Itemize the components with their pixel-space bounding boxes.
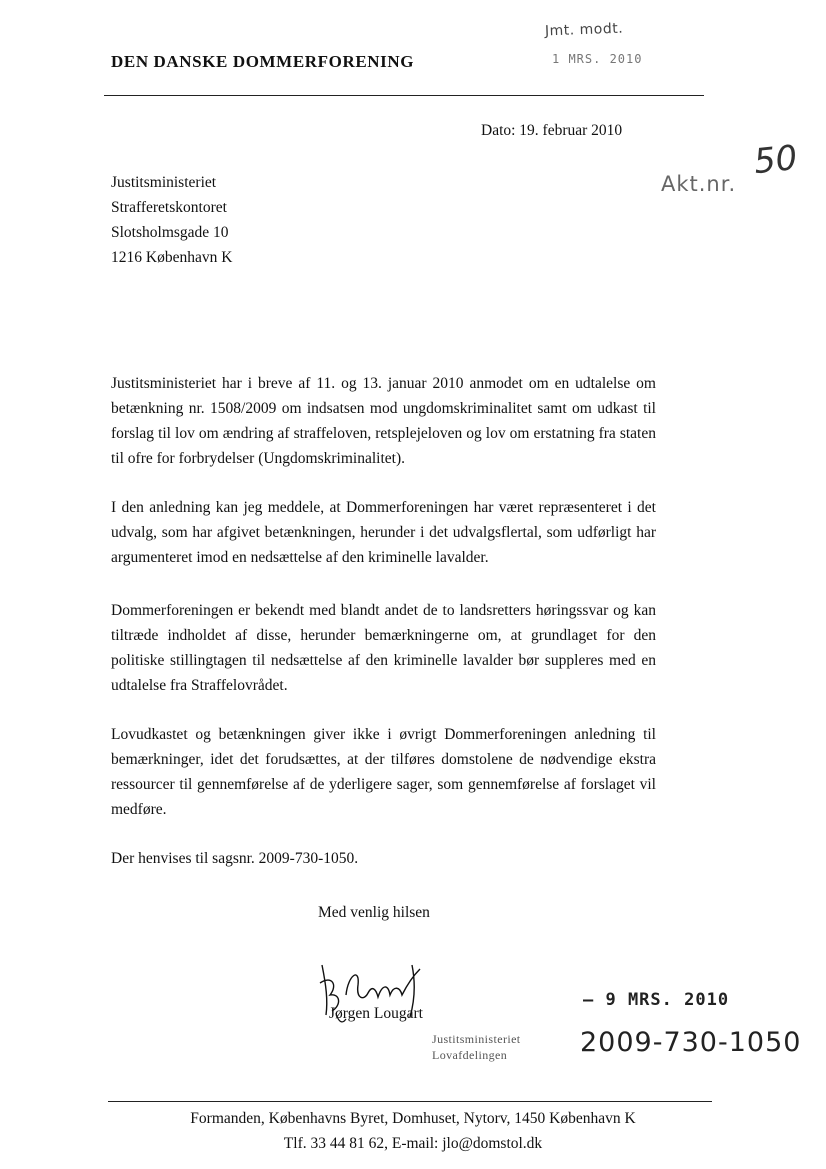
body-paragraph: Lovudkastet og betænkningen giver ikke i øvrigt Dommerforeningen anledning til bemærkninger, idet det forudsættes, at der tilføres domstolene de nødvendige ekstra ressourcer til gennemførelse af de yderligere sager, som gennemførelse af forslaget vil medføre. bbox=[111, 726, 656, 818]
body-paragraph: Justitsministeriet har i breve af 11. og 13. januar 2010 anmodet om en udtalelse om betænkning nr. 1508/2009 om indsatsen mod ungdomskriminalitet samt om udkast til forslag til lov om ændring af straffeloven, retsplejeloven og lov om erstatning fra staten til ofre for forbrydelser (Ungdomskriminalitet). bbox=[111, 375, 656, 467]
akt-label: Akt.nr. bbox=[661, 172, 737, 196]
case-number-stamp: 2009-730-1050 bbox=[580, 1027, 802, 1058]
recipient-address bbox=[111, 170, 232, 270]
registry-date-stamp: – 9 MRS. 2010 bbox=[583, 990, 730, 1010]
signer-name: Jørgen Lougart bbox=[329, 1005, 423, 1022]
footer-contact: Tlf. 33 44 81 62, E-mail: jlo@domstol.dk bbox=[283, 1135, 543, 1152]
received-stamp-label: Jmt. modt. bbox=[544, 20, 624, 40]
letter-date: Dato: 19. februar 2010 bbox=[481, 122, 623, 139]
footer-divider bbox=[108, 1101, 712, 1102]
recipient-line: 1216 København K bbox=[111, 249, 233, 266]
received-stamp-date: 1 MRS. 2010 bbox=[552, 52, 643, 66]
body-paragraph: I den anledning kan jeg meddele, at Dommerforeningen har været repræsenteret i det udvalg, som har afgivet betænkningen, herunder i det udvalgsflertal, som udførligt har argumenteret imod en nedsættelse af den kriminelle lavalder. bbox=[111, 499, 656, 566]
header-divider bbox=[104, 95, 704, 96]
recipient-line: Strafferetskontoret bbox=[111, 199, 227, 216]
ministry-stamp-line: Justitsministeriet bbox=[432, 1032, 521, 1046]
closing-salutation: Med venlig hilsen bbox=[318, 904, 430, 921]
body-paragraph: Dommerforeningen er bekendt med blandt andet de to landsretters høringssvar og kan tiltræde indholdet af disse, herunder bemærkningerne om, at grundlaget for den politiske stillingtagen til nedsættelse af den kriminelle lavalder bør suppleres med en udtalelse fra Straffelovrådet. bbox=[111, 602, 656, 694]
ministry-stamp bbox=[432, 1031, 521, 1063]
recipient-line: Justitsministeriet bbox=[111, 174, 217, 191]
organization-name: DEN DANSKE DOMMERFORENING bbox=[111, 52, 415, 71]
footer-address: Formanden, Københavns Byret, Domhuset, Nytorv, 1450 København K bbox=[190, 1110, 636, 1127]
akt-number: 50 bbox=[752, 137, 800, 183]
recipient-line: Slotsholmsgade 10 bbox=[111, 224, 229, 241]
ministry-stamp-line: Lovafdelingen bbox=[432, 1048, 508, 1062]
body-paragraph: Der henvises til sagsnr. 2009-730-1050. bbox=[111, 850, 359, 867]
